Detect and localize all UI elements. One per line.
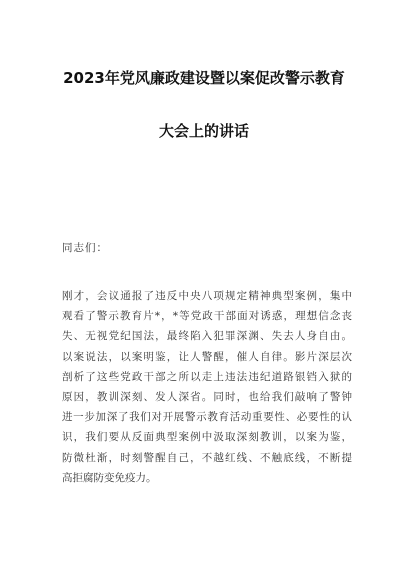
paragraph-line: 失、无视党纪国法，最终陷入犯罪深渊、失去人身自由。 [62,330,352,343]
paragraph-line: 高拒腐防变免疫力。 [62,471,157,484]
paragraph-line: 以案说法，以案明鉴，让人警醒，催人自律。影片深层次 [62,350,352,363]
document-title-line-1: 2023年党风廉政建设暨以案促改警示教育 [63,69,345,87]
paragraph-line: 识，我们要从反面典型案例中汲取深刻教训，以案为鉴， [62,431,352,444]
paragraph-line: 原因，教训深刻、发人深省。同时，也给我们敲响了警钟 [62,390,352,403]
paragraph-line: 防微杜渐，时刻警醒自己，不越红线、不触底线，不断提 [62,451,352,464]
paragraph-line: 剖析了这些党政干部之所以走上违法违纪道路银铛入狱的 [62,370,352,383]
paragraph-line: 进一步加深了我们对开展警示教育活动重要性、必要性的认 [62,411,352,424]
paragraph-line: 观看了警示教育片*，*等党政干部面对诱惑，理想信念丧 [62,310,352,323]
paragraph-line: 刚才，会议通报了违反中央八项规定精神典型案例，集中 [62,290,352,302]
body-paragraph [62,286,352,488]
salutation: 同志们： [62,242,108,254]
document-title-line-2: 大会上的讲话 [158,122,249,140]
